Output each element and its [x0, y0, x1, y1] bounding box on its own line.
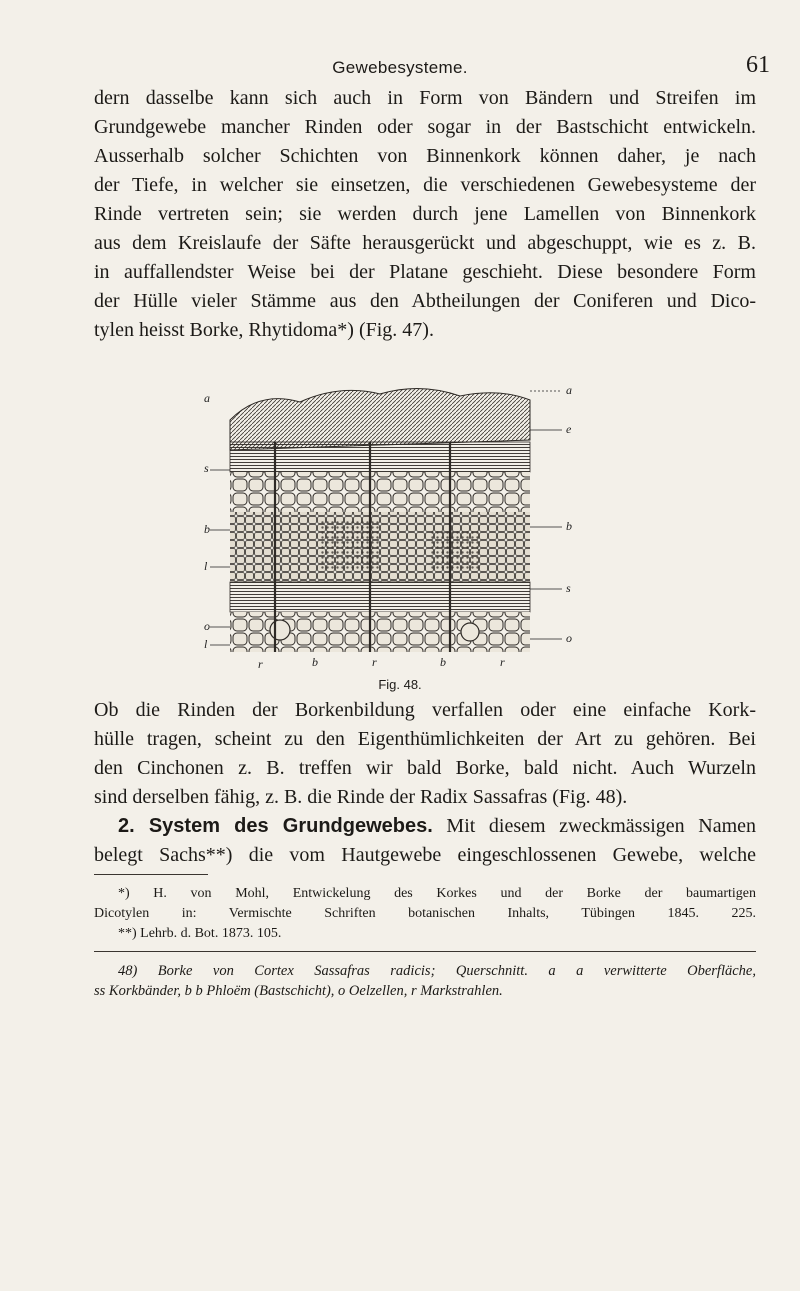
- footnote-line: **) Lehrb. d. Bot. 1873. 105.: [118, 926, 282, 941]
- paragraph-3: [94, 812, 756, 870]
- label-r-bottom-3: r: [500, 655, 505, 669]
- label-a-left: a: [204, 391, 210, 405]
- text-line: dern dasselbe kann sich auch in Form von Bändern und Streifen im: [94, 87, 756, 109]
- label-s-left: s: [204, 461, 209, 475]
- text-line: [94, 812, 756, 841]
- paragraph-2: [94, 696, 756, 812]
- text-line: belegt Sachs**) die vom Hautgewebe eingeschlossenen Gewebe, welche: [94, 844, 756, 866]
- label-b-left: b: [204, 522, 210, 536]
- section-heading: 2. System des Grundgewebes.: [118, 815, 433, 837]
- figure-bark-cross-section: [200, 380, 580, 672]
- text-line: tylen heisst Borke, Rhytidoma*) (Fig. 47).: [94, 319, 434, 341]
- legend-line: ss Korkbänder, b b Phloëm (Bastschicht), o Oelzellen, r Markstrahlen.: [94, 983, 503, 999]
- text-line: Ausserhalb solcher Schichten von Binnenkork können daher, je nach: [94, 145, 756, 167]
- running-header: Gewebesysteme.: [332, 58, 468, 77]
- label-b-right: b: [566, 519, 572, 533]
- text-line: Rinde vertreten sein; sie werden durch jene Lamellen von Binnenkork: [94, 203, 756, 225]
- text-line: Ob die Rinden der Borkenbildung verfallen oder eine einfache Kork-: [94, 699, 756, 721]
- footnote-line: *) H. von Mohl, Entwickelung des Korkes und der Borke der baumartigen: [118, 886, 756, 901]
- figure-legend: [94, 961, 756, 1001]
- label-r-bottom-1: r: [258, 657, 263, 671]
- label-b-bottom-1: b: [312, 655, 318, 669]
- footnotes: [94, 884, 756, 944]
- text-line: den Cinchonen z. B. treffen wir bald Borke, bald nicht. Auch Wurzeln: [94, 757, 756, 779]
- label-b-bottom-2: b: [440, 655, 446, 669]
- text-line: sind derselben fähig, z. B. die Rinde der Radix Sassafras (Fig. 48).: [94, 786, 628, 808]
- text-line: der Hülle vieler Stämme aus den Abtheilungen der Coniferen und Dico-: [94, 290, 756, 312]
- label-s-right: s: [566, 581, 571, 595]
- label-l-left: l: [204, 559, 208, 573]
- text-line: der Tiefe, in welcher sie einsetzen, die verschiedenen Gewebesysteme der: [94, 174, 756, 196]
- figure-number: Fig. 48.: [378, 677, 422, 692]
- label-r-bottom-2: r: [372, 655, 377, 669]
- text-line: aus dem Kreislaufe der Säfte herausgerückt und abgeschuppt, wie es z. B.: [94, 232, 756, 254]
- label-a-right: a: [566, 383, 572, 397]
- label-o-right: o: [566, 631, 572, 645]
- text-line: hülle tragen, scheint zu den Eigenthümlichkeiten der Art zu gehören. Bei: [94, 728, 756, 750]
- text-line: in auffallendster Weise bei der Platane geschieht. Diese besondere Form: [94, 261, 756, 283]
- bark-engraving: [200, 380, 580, 672]
- footnote-divider: [94, 874, 208, 875]
- page-number: 61: [746, 52, 770, 78]
- text-line: Grundgewebe mancher Rinden oder sogar in der Bastschicht entwickeln.: [94, 116, 756, 138]
- label-l2-left: l: [204, 637, 208, 651]
- label-o-left: o: [204, 619, 210, 633]
- legend-line: 48) Borke von Cortex Sassafras radicis; Querschnitt. a a verwitterte Oberfläche,: [118, 963, 756, 979]
- paragraph-1: [94, 84, 756, 345]
- footnote-line: Dicotylen in: Vermischte Schriften botanischen Inhalts, Tübingen 1845. 225.: [94, 906, 756, 921]
- text-fragment: Mit diesem zweckmässigen Namen: [446, 815, 757, 837]
- label-e-right: e: [566, 422, 572, 436]
- legend-divider: [94, 951, 756, 952]
